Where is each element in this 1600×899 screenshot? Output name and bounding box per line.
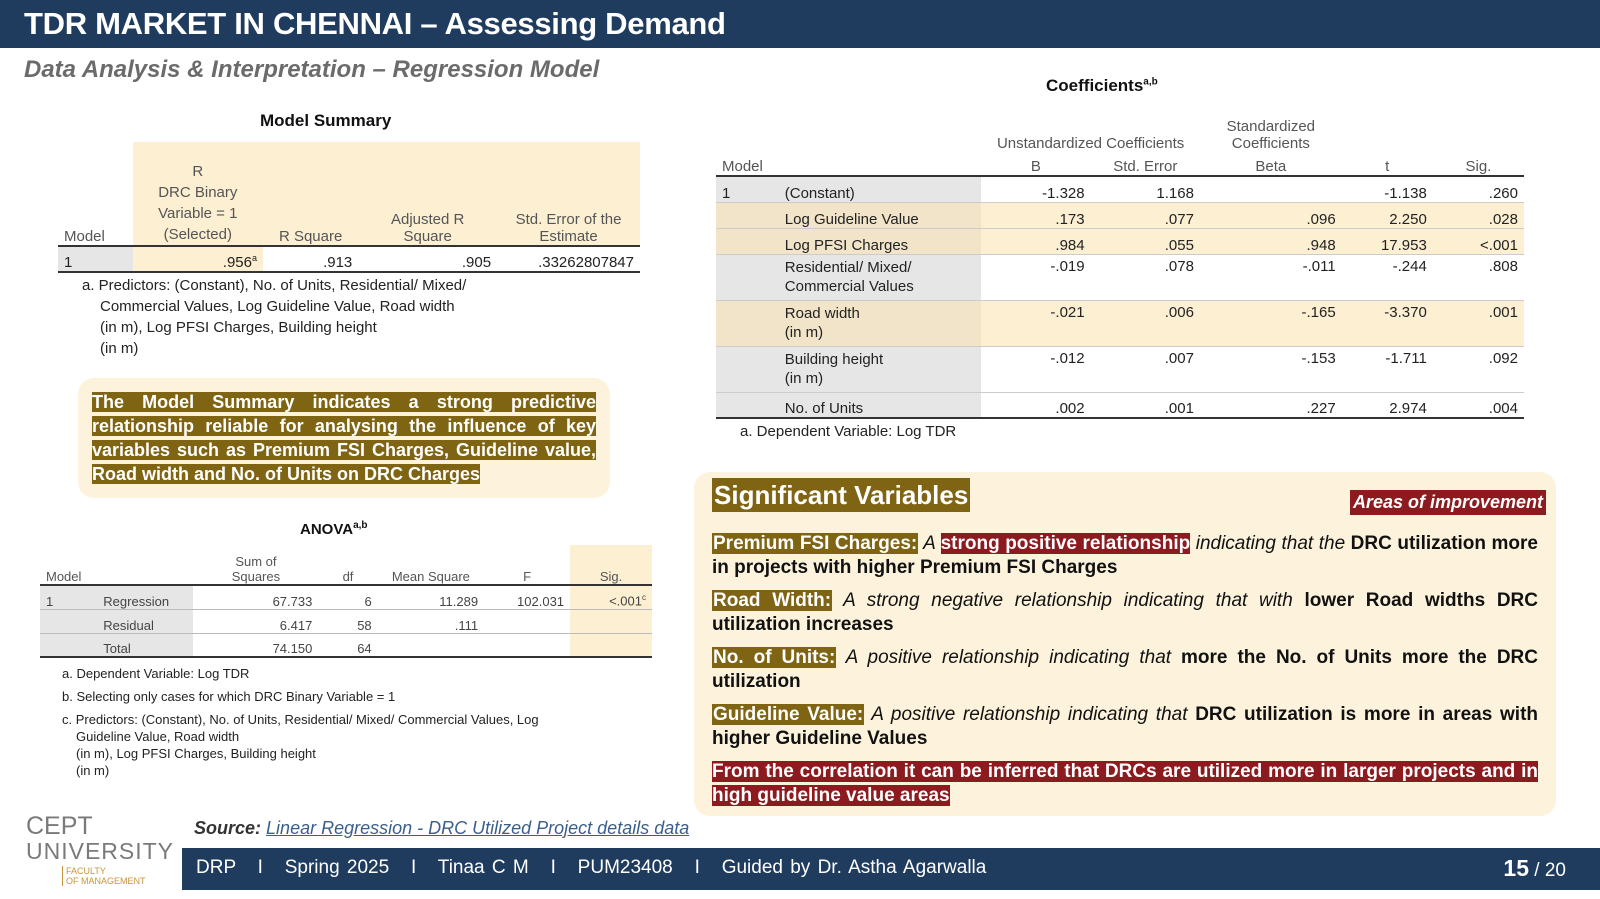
coef-sig: .001 [1433, 300, 1524, 346]
ms-adj-r-square-value: .905 [358, 246, 497, 272]
coef-t: 2.250 [1342, 202, 1433, 228]
coef-se: .078 [1091, 254, 1200, 300]
anova-sig: <.001$^c$ [570, 585, 652, 609]
coef-beta: .096 [1200, 202, 1342, 228]
coef-row-label: Log PFSI Charges [779, 228, 982, 254]
coef-model-blank [716, 202, 779, 228]
ms-footnote-a: a. Predictors: (Constant), No. of Units, Residential/ Mixed/ [82, 277, 467, 294]
coef-model-number: 1 [716, 176, 779, 202]
coef-row-label: Building height (in m) [779, 346, 982, 392]
anova-ms: 11.289 [378, 585, 484, 609]
coefficients-title: Coefficients$^{a,b}$ [1046, 76, 1158, 95]
ms-r-value: .956$^a$ [133, 246, 263, 272]
anova-f [484, 609, 570, 633]
coef-beta: -.165 [1200, 300, 1342, 346]
anova-header-df: df [342, 569, 354, 584]
ms-footnote-line: Commercial Values, Log Guideline Value, Road width [100, 298, 455, 315]
model-summary-callout [78, 378, 610, 498]
anova-table [40, 545, 652, 658]
table-row [716, 202, 1524, 228]
coef-header-se: Std. Error [1091, 152, 1200, 176]
footer-meta: DRP I Spring 2025 I Tinaa C M I PUM23408 I Guided by Dr. Astha Agarwalla [196, 857, 987, 878]
anova-df: 6 [318, 585, 377, 609]
conclusion-text: From the correlation it can be inferred that DRCs are utilized more in larger projects and in high guideline value areas [712, 761, 1538, 806]
coef-row-label: Log Guideline Value [779, 202, 982, 228]
footer-bar [182, 848, 1600, 890]
coef-row-label: Road width (in m) [779, 300, 982, 346]
coef-se: .006 [1091, 300, 1200, 346]
coefficients-table [716, 104, 1524, 419]
anova-header-blank [97, 545, 193, 585]
anova-header-sig: Sig. [570, 545, 652, 585]
coef-model-blank [716, 392, 779, 418]
coef-t: 17.953 [1342, 228, 1433, 254]
coef-t: -1.138 [1342, 176, 1433, 202]
anova-footnotes [62, 665, 539, 779]
table-row [716, 346, 1524, 392]
no-of-units-item: No. of Units: A positive relationship indicating that more the No. of Units more the DRC utilization [712, 647, 1539, 692]
anova-model-blank [40, 633, 97, 657]
coef-sig: .004 [1433, 392, 1524, 418]
anova-sig [570, 633, 652, 657]
table-row [40, 609, 652, 633]
coef-header-sig: Sig. [1433, 152, 1524, 176]
coef-se: .001 [1091, 392, 1200, 418]
anova-header-ms: Mean Square [391, 569, 470, 584]
significant-variables-panel [694, 472, 1556, 816]
coef-se: .077 [1091, 202, 1200, 228]
coef-se: .007 [1091, 346, 1200, 392]
coef-sig: .808 [1433, 254, 1524, 300]
table-row [716, 300, 1524, 346]
anova-ms [378, 633, 484, 657]
anova-footnote-c: c. Predictors: (Constant), No. of Units, Residential/ Mixed/ Commercial Values, Log [62, 712, 539, 727]
coef-footnote: a. Dependent Variable: Log TDR [740, 423, 957, 440]
cept-logo: CEPT UNIVERSITY FACULTY OF MANAGEMENT [26, 812, 175, 886]
slide-title: TDR MARKET IN CHENNAI – Assessing Demand [24, 6, 726, 41]
ms-header-model: Model [64, 228, 105, 245]
coef-header-unstd: Unstandardized Coefficients [996, 135, 1185, 152]
coef-beta: .227 [1200, 392, 1342, 418]
anova-model-blank [40, 609, 97, 633]
anova-ss: 74.150 [193, 633, 318, 657]
anova-row-label: Total [97, 633, 193, 657]
coef-beta: -.153 [1200, 346, 1342, 392]
ms-header-r: R DRC Binary Variable = 1 (Selected) [133, 142, 263, 246]
road-width-item: Road Width: A strong negative relationship indicating that with lower Road widths DRC utilization increases [712, 590, 1538, 635]
table-row [716, 176, 1524, 202]
page-number: 15 / 20 [1503, 855, 1566, 881]
slide-subtitle: Data Analysis & Interpretation – Regression Model [24, 56, 600, 83]
ms-header-std-error: Std. Error of the Estimate [497, 142, 640, 246]
significant-variables-title: Significant Variables [714, 480, 969, 510]
ms-r-square-value: .913 [263, 246, 358, 272]
coef-b: -.021 [981, 300, 1090, 346]
coef-beta: -.011 [1200, 254, 1342, 300]
coef-sig: .092 [1433, 346, 1524, 392]
ms-header-adj-r-square: Adjusted R Square [358, 142, 497, 246]
anova-row-label: Residual [97, 609, 193, 633]
anova-df: 58 [318, 609, 377, 633]
coef-b: .984 [981, 228, 1090, 254]
coef-header-model: Model [716, 152, 779, 176]
anova-ms: .111 [378, 609, 484, 633]
anova-row-label: Regression [97, 585, 193, 609]
coef-beta: .948 [1200, 228, 1342, 254]
ms-std-error-value: .33262807847 [497, 246, 640, 272]
table-row [716, 254, 1524, 300]
coef-model-blank [716, 346, 779, 392]
ms-header-r-square: R Square [263, 142, 358, 246]
coef-header-b: B [981, 152, 1090, 176]
anova-ss: 6.417 [193, 609, 318, 633]
coef-b: -.012 [981, 346, 1090, 392]
coef-b: .173 [981, 202, 1090, 228]
anova-footnote-line: (in m) [76, 763, 110, 778]
coef-sig: .260 [1433, 176, 1524, 202]
ms-footnote [82, 275, 466, 359]
coef-beta [1200, 176, 1342, 202]
coef-header-t: t [1342, 152, 1433, 176]
coef-t: -1.711 [1342, 346, 1433, 392]
table-row [716, 228, 1524, 254]
anova-footnote-line: (in m), Log PFSI Charges, Building height [76, 746, 316, 761]
anova-title: ANOVA$^{a,b}$ [300, 520, 368, 538]
anova-df: 64 [318, 633, 377, 657]
coef-row-label: No. of Units [779, 392, 982, 418]
coef-t: -3.370 [1342, 300, 1433, 346]
callout-text: The Model Summary indicates a strong predictive relationship reliable for analysing the influence of key variables such as Premium FSI Charges, Guideline value, Road width and No. of Units on DRC Charges [92, 392, 596, 484]
table-row [40, 585, 652, 609]
anova-footnote-a: a. Dependent Variable: Log TDR [62, 666, 250, 681]
model-summary-title: Model Summary [260, 111, 392, 130]
coef-model-blank [716, 254, 779, 300]
areas-of-improvement-badge: Areas of improvement [1350, 490, 1546, 515]
coef-row-label: (Constant) [779, 176, 982, 202]
premium-fsi-item: Premium FSI Charges: A strong positive relationship indicating that the DRC utilization more in projects with higher Premium FSI Charges [712, 533, 1538, 578]
coef-sig: <.001 [1433, 228, 1524, 254]
ms-footnote-line: (in m) [100, 340, 139, 357]
coef-model-blank [716, 228, 779, 254]
title-bar [0, 0, 1600, 48]
anova-model-number: 1 [40, 585, 97, 609]
table-row [716, 392, 1524, 418]
coef-b: -.019 [981, 254, 1090, 300]
coef-header-std: Standardized Coefficients [1226, 118, 1316, 152]
anova-f: 102.031 [484, 585, 570, 609]
source-line [194, 818, 689, 839]
coef-header-beta: Beta [1200, 152, 1342, 176]
ms-model-number: 1 [58, 246, 133, 272]
coef-model-blank [716, 300, 779, 346]
ms-footnote-line: (in m), Log PFSI Charges, Building height [100, 319, 377, 336]
anova-footnote-line: Guideline Value, Road width [76, 729, 240, 744]
coef-b: -1.328 [981, 176, 1090, 202]
anova-f [484, 633, 570, 657]
source-link[interactable]: Linear Regression - DRC Utilized Project details data [266, 818, 690, 838]
coef-se: .055 [1091, 228, 1200, 254]
anova-header-model: Model [46, 569, 82, 584]
guideline-value-item: Guideline Value: A positive relationship indicating that DRC utilization is more in areas with higher Guideline Values [712, 704, 1538, 749]
coef-t: -.244 [1342, 254, 1433, 300]
anova-header-ss: Sum of Squares [231, 554, 281, 584]
anova-sig [570, 609, 652, 633]
coef-se: 1.168 [1091, 176, 1200, 202]
source-label: Source: [194, 818, 262, 838]
anova-footnote-b: b. Selecting only cases for which DRC Binary Variable = 1 [62, 689, 396, 704]
model-summary-table [58, 142, 640, 273]
anova-ss: 67.733 [193, 585, 318, 609]
coef-t: 2.974 [1342, 392, 1433, 418]
table-row [40, 633, 652, 657]
coef-b: .002 [981, 392, 1090, 418]
coef-sig: .028 [1433, 202, 1524, 228]
anova-header-f: F [523, 569, 532, 584]
coef-row-label: Residential/ Mixed/ Commercial Values [779, 254, 982, 300]
